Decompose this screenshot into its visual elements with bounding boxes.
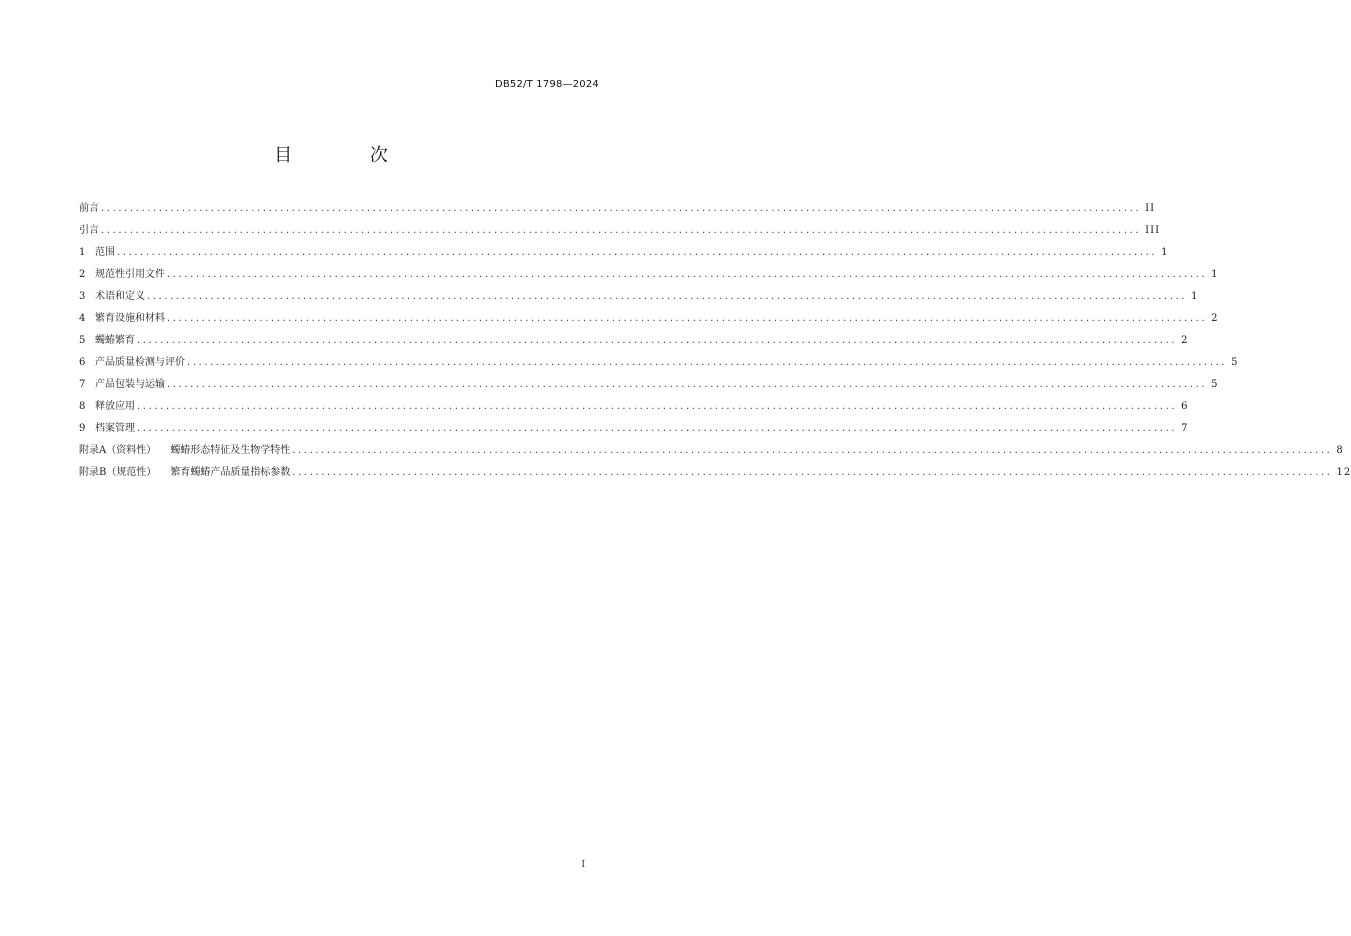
toc-entry-label: 繁育蠋蝽产品质量指标参数 bbox=[170, 467, 291, 478]
toc-entry-page: 7 bbox=[1181, 423, 1189, 434]
toc-entry-label: 前言 bbox=[79, 203, 99, 214]
toc-entry-facilities-materials[interactable] bbox=[79, 311, 1219, 333]
toc-entry-label: 档案管理 bbox=[95, 423, 135, 434]
toc-entry-quality-testing[interactable] bbox=[79, 355, 1239, 377]
toc-annex-tag: 附录A（资料性） bbox=[79, 445, 157, 456]
toc-entry-annex-a[interactable] bbox=[79, 443, 1344, 465]
toc-leader-dots: .................................................................................................................................................................................... bbox=[167, 269, 1208, 280]
toc-leader-dots: .................................................................................................................................................................................... bbox=[167, 313, 1208, 324]
toc-entry-foreword[interactable] bbox=[79, 201, 1156, 223]
toc-leader-dots: .................................................................................................................................................................................... bbox=[187, 357, 1228, 368]
toc-entry-packaging-transport[interactable] bbox=[79, 377, 1219, 399]
toc-entry-records-management[interactable] bbox=[79, 421, 1189, 443]
toc-entry-page: 5 bbox=[1231, 357, 1239, 368]
toc-entry-page: II bbox=[1145, 203, 1156, 214]
toc-entry-label: 产品包装与运输 bbox=[95, 379, 165, 390]
toc-entry-label: 规范性引用文件 bbox=[95, 269, 165, 280]
toc-entry-label: 范围 bbox=[95, 247, 115, 258]
toc-entry-label: 繁育设施和材料 bbox=[95, 313, 165, 324]
toc-entry-number: 2 bbox=[79, 269, 86, 280]
toc-leader-dots: .................................................................................................................................................................................... bbox=[137, 423, 1178, 434]
toc-entry-label: 蠋蝽形态特征及生物学特性 bbox=[170, 445, 291, 456]
toc-entry-page: 1 bbox=[1191, 291, 1199, 302]
toc-annex-tag: 附录B（规范性） bbox=[79, 467, 157, 478]
toc-entry-introduction[interactable] bbox=[79, 223, 1161, 245]
toc-entry-number: 1 bbox=[79, 247, 86, 258]
toc-entry-rearing[interactable] bbox=[79, 333, 1189, 355]
toc-entry-page: 8 bbox=[1336, 445, 1344, 456]
toc-entry-page: 1 bbox=[1211, 269, 1219, 280]
toc-entry-normative-references[interactable] bbox=[79, 267, 1219, 289]
toc-leader-dots: .................................................................................................................................................................................... bbox=[147, 291, 1188, 302]
toc-leader-dots: .................................................................................................................................................................................... bbox=[292, 467, 1333, 478]
toc-leader-dots: .................................................................................................................................................................................... bbox=[101, 203, 1142, 214]
toc-entry-number: 3 bbox=[79, 291, 86, 302]
toc-entry-page: 12 bbox=[1336, 467, 1351, 478]
toc-entry-number: 7 bbox=[79, 379, 86, 390]
toc-entry-page: 2 bbox=[1211, 313, 1219, 324]
toc-leader-dots: .................................................................................................................................................................................... bbox=[292, 445, 1333, 456]
toc-entry-number: 5 bbox=[79, 335, 86, 346]
toc-entry-page: 6 bbox=[1181, 401, 1189, 412]
toc-leader-dots: .................................................................................................................................................................................... bbox=[117, 247, 1158, 258]
toc-entry-label: 释放应用 bbox=[95, 401, 135, 412]
page-number: I bbox=[581, 860, 585, 870]
toc-entry-terms-definitions[interactable] bbox=[79, 289, 1199, 311]
toc-entry-release-application[interactable] bbox=[79, 399, 1189, 421]
toc-leader-dots: .................................................................................................................................................................................... bbox=[137, 335, 1178, 346]
toc-entry-number: 9 bbox=[79, 423, 86, 434]
toc-entry-page: 2 bbox=[1181, 335, 1189, 346]
toc-entry-label: 术语和定义 bbox=[95, 291, 145, 302]
toc-entry-page: 5 bbox=[1211, 379, 1219, 390]
toc-entry-number: 8 bbox=[79, 401, 86, 412]
toc-entry-number: 6 bbox=[79, 357, 86, 368]
table-of-contents bbox=[79, 201, 1351, 487]
toc-entry-number: 4 bbox=[79, 313, 86, 324]
toc-entry-scope[interactable] bbox=[79, 245, 1169, 267]
toc-entry-label: 引言 bbox=[79, 225, 99, 236]
toc-leader-dots: .................................................................................................................................................................................... bbox=[101, 225, 1142, 236]
toc-entry-annex-b[interactable] bbox=[79, 465, 1351, 487]
page-title: 目 次 bbox=[274, 145, 424, 166]
toc-entry-label: 蠋蝽繁育 bbox=[95, 335, 135, 346]
toc-leader-dots: .................................................................................................................................................................................... bbox=[137, 401, 1178, 412]
toc-entry-label: 产品质量检测与评价 bbox=[95, 357, 185, 368]
toc-entry-page: III bbox=[1145, 225, 1161, 236]
toc-entry-page: 1 bbox=[1161, 247, 1169, 258]
toc-leader-dots: .................................................................................................................................................................................... bbox=[167, 379, 1208, 390]
document-code: DB52/T 1798—2024 bbox=[494, 79, 599, 90]
